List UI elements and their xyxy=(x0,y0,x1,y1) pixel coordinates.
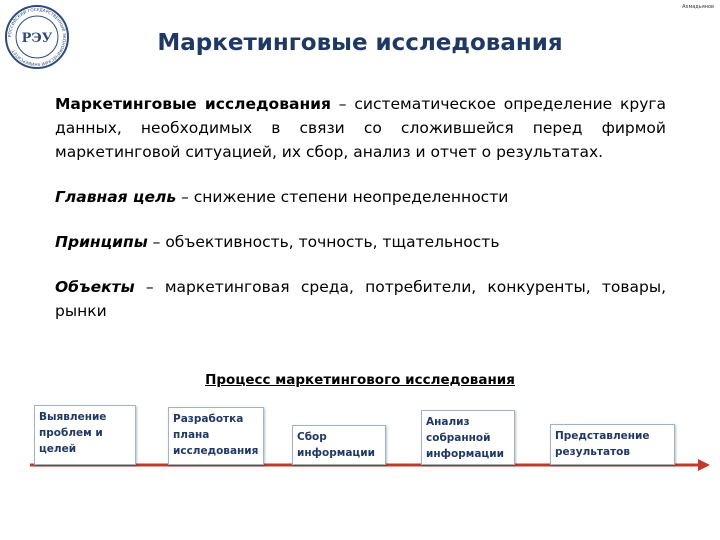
definition-principles xyxy=(55,230,666,254)
definition-text: – маркетинговая среда, потребители, конкуренты, товары, рынки xyxy=(55,278,666,320)
process-title: Процесс маркетингового исследования xyxy=(205,372,515,388)
process-step-identify: Выявление проблем и целей xyxy=(34,405,136,465)
definition-text: – объективность, точность, тщательность xyxy=(147,233,500,251)
definition-objects xyxy=(55,275,666,323)
definition-text: – снижение степени неопределенности xyxy=(176,188,509,206)
definition-term: Объекты xyxy=(55,278,135,296)
definitions-block xyxy=(55,92,666,344)
process-step-analyze: Анализ собранной информации xyxy=(421,410,515,465)
page-title: Маркетинговые исследования xyxy=(157,30,563,56)
definition-term: Главная цель xyxy=(55,188,177,206)
corner-note: Ахмадьянов xyxy=(682,4,714,10)
definition-marketing-research xyxy=(55,92,666,164)
logo-emblem-text: РЭУ xyxy=(21,31,53,46)
logo-ring-text: РОССИЙСКИЙ ГОСУДАРСТВЕННЫЙ ЭКОНОМИЧЕСКИЙ УНИВЕРСИТЕТ xyxy=(6,6,68,68)
definition-term: Маркетинговые исследования xyxy=(55,95,331,113)
definition-text: – систематическое определение круга данных, необходимых в связи со сложившейся перед фирмой маркетинговой ситуацией, их сбор, анализ и отчет о результатах. xyxy=(55,95,667,161)
process-step-collect: Сбор информации xyxy=(292,425,386,465)
process-step-plan: Разработка плана исследования xyxy=(168,407,264,465)
definition-main-goal xyxy=(55,185,666,209)
process-step-present: Представление результатов xyxy=(550,424,675,465)
definition-term: Принципы xyxy=(55,233,148,251)
